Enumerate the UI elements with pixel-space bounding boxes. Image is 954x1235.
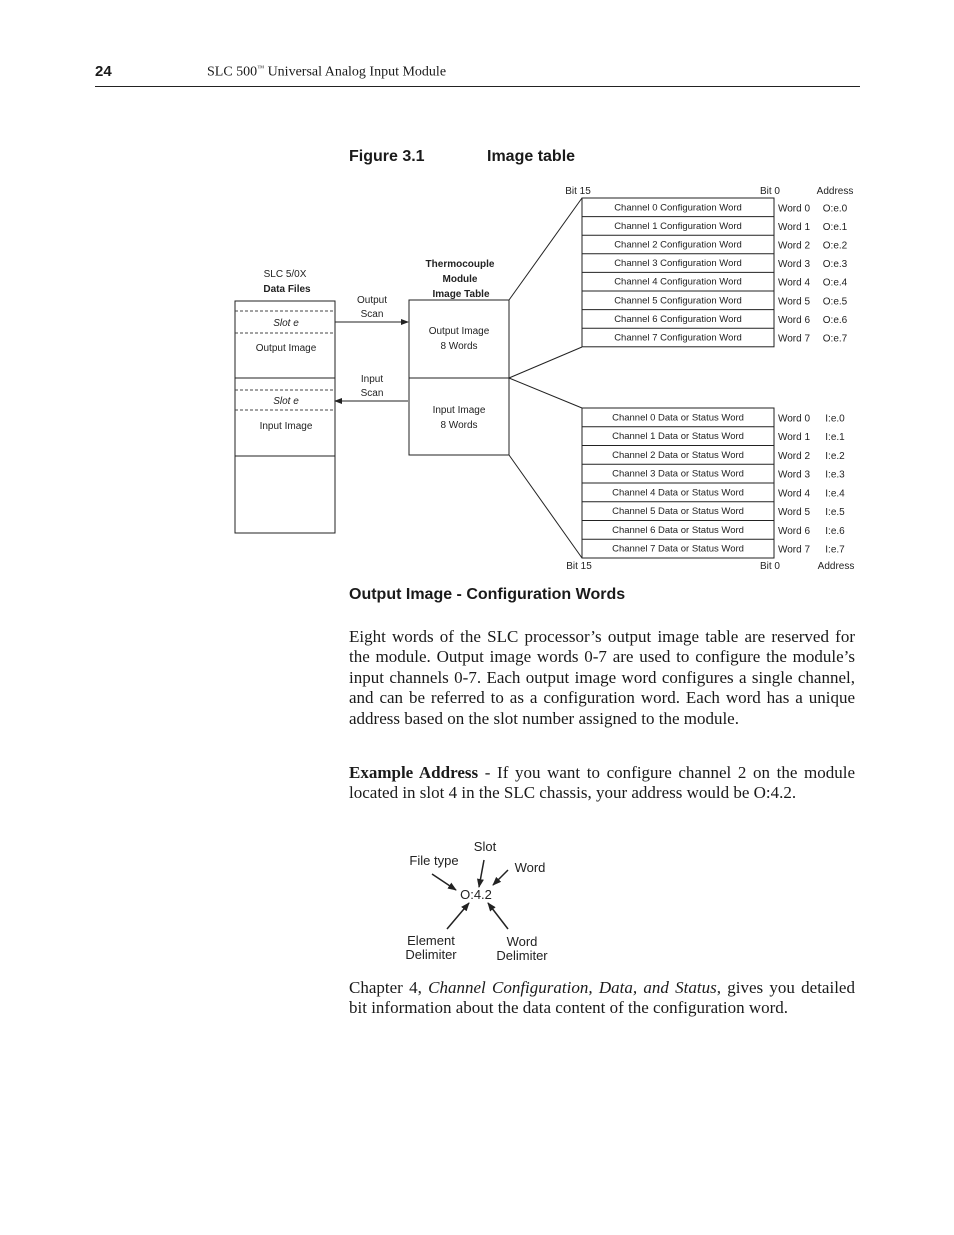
output-bit0-label: Bit 0 xyxy=(759,186,781,197)
word-delimiter-line2: Delimiter xyxy=(496,948,548,963)
address-value: O:4.2 xyxy=(460,887,492,902)
word-row-label: Channel 1 Configuration Word xyxy=(614,220,742,232)
slc-label: SLC 5/0X xyxy=(263,269,307,280)
word-address: I:e.3 xyxy=(825,469,845,481)
word-number: Word 0 xyxy=(777,413,811,425)
word-number: Word 6 xyxy=(777,525,811,537)
word-address: I:e.6 xyxy=(825,525,845,537)
word-number: Word 5 xyxy=(777,296,811,308)
word-number: Word 7 xyxy=(777,544,811,556)
input-bit15-label: Bit 15 xyxy=(566,561,592,572)
word-number: Word 2 xyxy=(777,450,811,462)
paragraph-output-image: Eight words of the SLC processor’s output image table are reserved for the module. Output image words 0-7 are used to configure the module’s input channels 0-7. Each output image word configures a single channel, and can be referred to as a configuration word. Each word has a unique address based on the slot number assigned to the module. xyxy=(349,627,855,728)
word-address: O:e.6 xyxy=(822,314,848,326)
word-address: O:e.1 xyxy=(822,221,848,233)
word-row-label: Channel 2 Data or Status Word xyxy=(612,449,744,461)
trademark-symbol: ™ xyxy=(257,64,265,72)
word-number: Word 4 xyxy=(777,277,811,289)
input-bit0-label: Bit 0 xyxy=(759,561,781,572)
module-input-image-line1: Input Image xyxy=(432,405,486,416)
word-address: O:e.3 xyxy=(822,259,848,271)
element-delimiter-arrow xyxy=(447,903,469,929)
word-address: O:e.0 xyxy=(822,203,848,215)
file-type-arrow xyxy=(432,874,456,890)
word-row-label: Channel 6 Configuration Word xyxy=(614,313,742,325)
word-row-label: Channel 2 Configuration Word xyxy=(614,239,742,251)
output-scan-label-line2: Scan xyxy=(360,309,384,320)
slc-input-image-label: Input Image xyxy=(259,421,313,432)
word-row-label: Channel 3 Data or Status Word xyxy=(612,468,744,480)
word-address: O:e.4 xyxy=(822,277,848,289)
figure-title: Image table xyxy=(487,148,576,165)
word-row-label: Channel 0 Data or Status Word xyxy=(612,412,744,424)
slot-label: Slot xyxy=(473,839,497,854)
word-address: I:e.0 xyxy=(825,413,845,425)
output-bit15-label: Bit 15 xyxy=(565,186,591,197)
word-number: Word 3 xyxy=(777,469,811,481)
running-title-main: SLC 500 xyxy=(207,64,258,80)
slc-output-image-label: Output Image xyxy=(255,343,317,354)
word-address: I:e.2 xyxy=(825,450,845,462)
word-number: Word 6 xyxy=(777,314,811,326)
slot-arrow xyxy=(479,860,484,887)
word-address: O:e.5 xyxy=(822,296,848,308)
chapter-ref-post: , gives you detailed bit information about the data content of the configuration word. xyxy=(349,978,855,1018)
word-row-label: Channel 4 Configuration Word xyxy=(614,276,742,288)
word-row-label: Channel 7 Data or Status Word xyxy=(612,543,744,555)
output-address-header: Address xyxy=(816,186,854,197)
word-delimiter-line1: Word xyxy=(506,934,538,949)
word-row-label: Channel 1 Data or Status Word xyxy=(612,431,744,443)
running-title-rest: Universal Analog Input Module xyxy=(264,64,447,80)
word-row-label: Channel 0 Configuration Word xyxy=(614,202,742,214)
element-delimiter-line2: Delimiter xyxy=(405,947,457,962)
chapter-ref-title: Channel Configuration, Data, and Status xyxy=(428,978,717,997)
module-label-line2: Module xyxy=(442,274,478,285)
word-number: Word 5 xyxy=(777,507,811,519)
input-address-header: Address xyxy=(817,561,855,572)
example-address-label: Example Address xyxy=(349,763,479,782)
section-heading: Output Image - Configuration Words xyxy=(349,586,626,603)
word-address: O:e.7 xyxy=(822,333,848,345)
word-number: Word 7 xyxy=(777,333,811,345)
word-address: I:e.4 xyxy=(825,488,845,500)
word-number: Word 0 xyxy=(777,203,811,215)
word-number: Word 4 xyxy=(777,488,811,500)
word-delimiter-arrow xyxy=(488,903,508,929)
word-address: I:e.5 xyxy=(825,507,845,519)
word-address: O:e.2 xyxy=(822,240,848,252)
word-arrow xyxy=(493,870,508,885)
module-label-line1: Thermocouple xyxy=(425,259,495,270)
word-number: Word 1 xyxy=(777,221,811,233)
file-type-label: File type xyxy=(409,853,459,868)
input-scan-label-line1: Input xyxy=(360,374,384,385)
slot-input-label: Slot e xyxy=(273,396,299,407)
element-delimiter-line1: Element xyxy=(407,933,455,948)
word-row-label: Channel 5 Data or Status Word xyxy=(612,506,744,518)
slot-output-label: Slot e xyxy=(273,318,299,329)
figure-number: Figure 3.1 xyxy=(349,148,425,165)
word-number: Word 1 xyxy=(777,432,811,444)
word-number: Word 2 xyxy=(777,240,811,252)
word-label: Word xyxy=(514,860,546,875)
chapter-ref-pre: Chapter 4, xyxy=(349,978,429,997)
module-input-image-line2: 8 Words xyxy=(440,420,478,431)
page-number: 24 xyxy=(95,63,112,80)
module-label-line3: Image Table xyxy=(432,289,490,300)
word-row-label: Channel 3 Configuration Word xyxy=(614,258,742,270)
word-number: Word 3 xyxy=(777,259,811,271)
data-files-label: Data Files xyxy=(263,284,311,295)
word-address: I:e.7 xyxy=(825,544,845,556)
word-row-label: Channel 6 Data or Status Word xyxy=(612,524,744,536)
module-output-image-line2: 8 Words xyxy=(440,341,478,352)
word-row-label: Channel 4 Data or Status Word xyxy=(612,487,744,499)
input-scan-label-line2: Scan xyxy=(360,388,384,399)
word-row-label: Channel 7 Configuration Word xyxy=(614,332,742,344)
example-address-text: - If you want to configure channel 2 on the module located in slot 4 in the SLC chassis, your address would be O:4.2. xyxy=(349,763,855,803)
output-scan-label-line1: Output xyxy=(356,295,388,306)
word-row-label: Channel 5 Configuration Word xyxy=(614,295,742,307)
word-address: I:e.1 xyxy=(825,432,845,444)
module-output-image-line1: Output Image xyxy=(428,326,490,337)
